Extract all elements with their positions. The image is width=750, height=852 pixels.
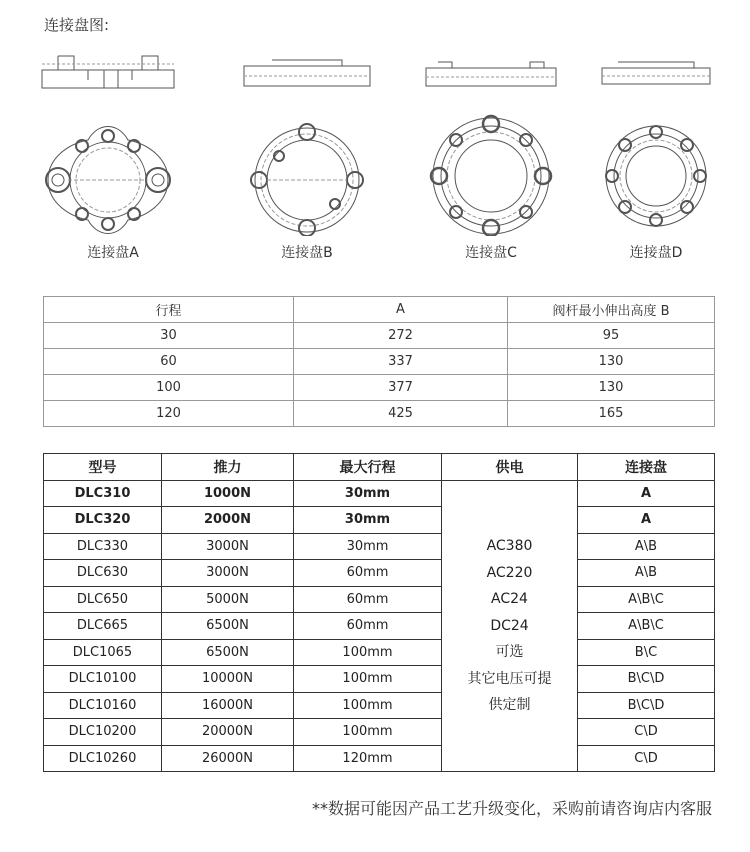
thrust-cell: 5000N	[162, 586, 294, 613]
plate-cell: A\B\C	[578, 586, 715, 613]
table-row	[44, 719, 715, 746]
plate-cell: B\C	[578, 639, 715, 666]
thrust-cell: 1000N	[162, 480, 294, 507]
model-cell: DLC665	[44, 613, 162, 640]
stroke-cell: 30mm	[294, 533, 442, 560]
table-cell: 130	[508, 349, 715, 375]
table-cell: 100	[44, 375, 294, 401]
header-min-height-b: 阀杆最小伸出高度 B	[508, 297, 715, 323]
model-cell: DLC630	[44, 560, 162, 587]
page-title: 连接盘图:	[44, 16, 110, 34]
flange-b-drawing	[232, 40, 382, 236]
header-model: 型号	[44, 454, 162, 481]
stroke-cell: 30mm	[294, 480, 442, 507]
model-cell: DLC10160	[44, 692, 162, 719]
model-cell: DLC10100	[44, 666, 162, 693]
model-cell: DLC650	[44, 586, 162, 613]
thrust-cell: 6500N	[162, 613, 294, 640]
thrust-cell: 10000N	[162, 666, 294, 693]
table-row	[44, 560, 715, 587]
plate-cell: B\C\D	[578, 692, 715, 719]
power-line: 供定制	[488, 697, 531, 713]
power-line: 可选	[495, 644, 524, 660]
table-row	[44, 692, 715, 719]
plate-cell: C\D	[578, 719, 715, 746]
table-cell: 95	[508, 323, 715, 349]
table-row	[44, 480, 715, 507]
table-cell: 425	[294, 401, 508, 427]
flange-drawings	[0, 40, 750, 280]
table-cell: 130	[508, 375, 715, 401]
thrust-cell: 3000N	[162, 560, 294, 587]
stroke-cell: 100mm	[294, 719, 442, 746]
plate-cell: A\B\C	[578, 613, 715, 640]
table-cell: 272	[294, 323, 508, 349]
table-row	[44, 375, 715, 401]
footnote: **数据可能因产品工艺升级变化，采购前请咨询店内客服	[311, 799, 712, 818]
model-cell: DLC330	[44, 533, 162, 560]
thrust-cell: 26000N	[162, 745, 294, 772]
flange-c-label: 连接盘C	[465, 245, 517, 261]
plate-cell: A\B	[578, 560, 715, 587]
header-power: 供电	[442, 454, 578, 481]
table-cell: 30	[44, 323, 294, 349]
thrust-cell: 3000N	[162, 533, 294, 560]
flange-b	[232, 40, 382, 262]
table-cell: 60	[44, 349, 294, 375]
stroke-cell: 60mm	[294, 613, 442, 640]
stroke-cell: 30mm	[294, 507, 442, 534]
power-supply-cell	[442, 480, 578, 772]
header-plate: 连接盘	[578, 454, 715, 481]
table-row	[44, 639, 715, 666]
model-cell: DLC10260	[44, 745, 162, 772]
model-cell: DLC320	[44, 507, 162, 534]
stroke-cell: 100mm	[294, 639, 442, 666]
plate-cell: A	[578, 507, 715, 534]
flange-b-label: 连接盘B	[281, 245, 333, 261]
thrust-cell: 2000N	[162, 507, 294, 534]
header-stroke: 行程	[44, 297, 294, 323]
table-cell: 120	[44, 401, 294, 427]
model-table-header	[44, 454, 715, 481]
header-max-stroke: 最大行程	[294, 454, 442, 481]
plate-cell: C\D	[578, 745, 715, 772]
plate-cell: A	[578, 480, 715, 507]
table-cell: 165	[508, 401, 715, 427]
table-row	[44, 401, 715, 427]
header-a: A	[294, 297, 508, 323]
model-table	[43, 453, 715, 772]
stroke-table-header	[44, 297, 715, 323]
table-row	[44, 666, 715, 693]
table-row	[44, 533, 715, 560]
stroke-cell: 60mm	[294, 560, 442, 587]
table-row	[44, 745, 715, 772]
table-row	[44, 349, 715, 375]
flange-a-label: 连接盘A	[87, 245, 139, 261]
model-cell: DLC1065	[44, 639, 162, 666]
model-cell: DLC310	[44, 480, 162, 507]
flange-d-drawing	[596, 40, 716, 236]
flange-c-drawing	[416, 40, 566, 236]
header-thrust: 推力	[162, 454, 294, 481]
table-row	[44, 613, 715, 640]
flange-c	[416, 40, 566, 262]
plate-cell: B\C\D	[578, 666, 715, 693]
stroke-cell: 100mm	[294, 666, 442, 693]
flange-d	[596, 40, 716, 262]
flange-a-drawing	[38, 40, 188, 236]
table-row	[44, 586, 715, 613]
stroke-cell: 60mm	[294, 586, 442, 613]
thrust-cell: 6500N	[162, 639, 294, 666]
power-line: DC24	[490, 617, 529, 634]
model-cell: DLC10200	[44, 719, 162, 746]
table-row	[44, 507, 715, 534]
thrust-cell: 20000N	[162, 719, 294, 746]
flange-d-label: 连接盘D	[629, 245, 683, 261]
plate-cell: A\B	[578, 533, 715, 560]
table-row	[44, 323, 715, 349]
thrust-cell: 16000N	[162, 692, 294, 719]
stroke-table	[43, 296, 715, 427]
table-cell: 337	[294, 349, 508, 375]
stroke-cell: 120mm	[294, 745, 442, 772]
flange-a	[38, 40, 188, 262]
power-line: AC380	[486, 538, 533, 554]
power-line: AC220	[486, 564, 533, 581]
power-line: AC24	[491, 591, 528, 607]
power-line: 其它电压可提	[467, 670, 552, 687]
stroke-cell: 100mm	[294, 692, 442, 719]
table-cell: 377	[294, 375, 508, 401]
